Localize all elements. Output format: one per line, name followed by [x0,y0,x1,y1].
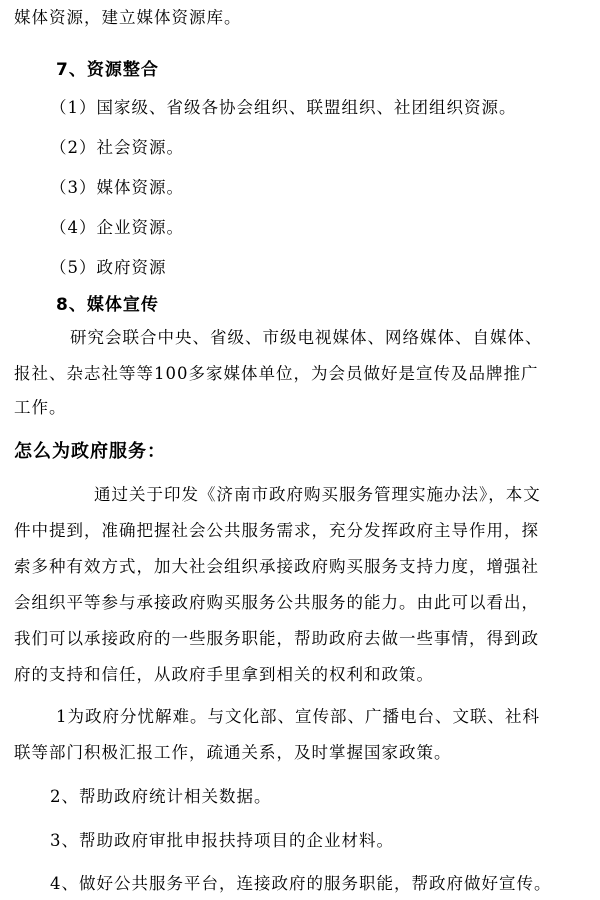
gov-para-1-line-4: 会组织平等参与承接政府购买服务公共服务的能力。由此可以看出， [14,593,539,612]
section-7-item-5: （5）政府资源 [50,258,167,277]
gov-para-1-line-2: 件中提到，准确把握社会公共服务需求，充分发挥政府主导作用，探 [14,521,539,540]
gov-para-1-line-1: 通过关于印发《济南市政府购买服务管理实施办法》，本文 [94,485,541,504]
gov-item-4: 4、做好公共服务平台，连接政府的服务职能，帮政府做好宣传。 [50,874,552,893]
section-8-line-1: 研究会联合中央、省级、市级电视媒体、网络媒体、自媒体、 [70,328,543,347]
gov-para-1-line-3: 索多种有效方式，加大社会组织承接政府购买服务支持力度，增强社 [14,557,539,576]
gov-para-2-line-2: 联等部门积极汇报工作，疏通关系，及时掌握国家政策。 [14,743,452,762]
section-8-heading: 8、媒体宣传 [56,295,159,315]
section-7-item-2: （2）社会资源。 [50,138,184,157]
gov-service-heading: 怎么为政府服务： [14,441,166,462]
gov-para-1-line-6: 府的支持和信任，从政府手里拿到相关的权利和政策。 [14,665,434,684]
section-7-item-4: （4）企业资源。 [50,218,184,237]
section-8-line-3: 工作。 [14,398,67,417]
gov-para-1-line-5: 我们可以承接政府的一些服务职能，帮助政府去做一些事情，得到政 [14,629,539,648]
intro-line: 媒体资源，建立媒体资源库。 [14,8,242,27]
section-8-line-2: 报社、杂志社等等100多家媒体单位，为会员做好是宣传及品牌推广 [14,364,539,383]
gov-item-3: 3、帮助政府审批申报扶持项目的企业材料。 [50,831,394,850]
gov-para-2-line-1: 1为政府分忧解难。与文化部、宣传部、广播电台、文联、社科 [56,707,540,726]
gov-item-2: 2、帮助政府统计相关数据。 [50,787,272,806]
section-7-item-1: （1）国家级、省级各协会组织、联盟组织、社团组织资源。 [50,98,517,117]
section-7-item-3: （3）媒体资源。 [50,178,184,197]
section-7-heading: 7、资源整合 [56,60,159,80]
